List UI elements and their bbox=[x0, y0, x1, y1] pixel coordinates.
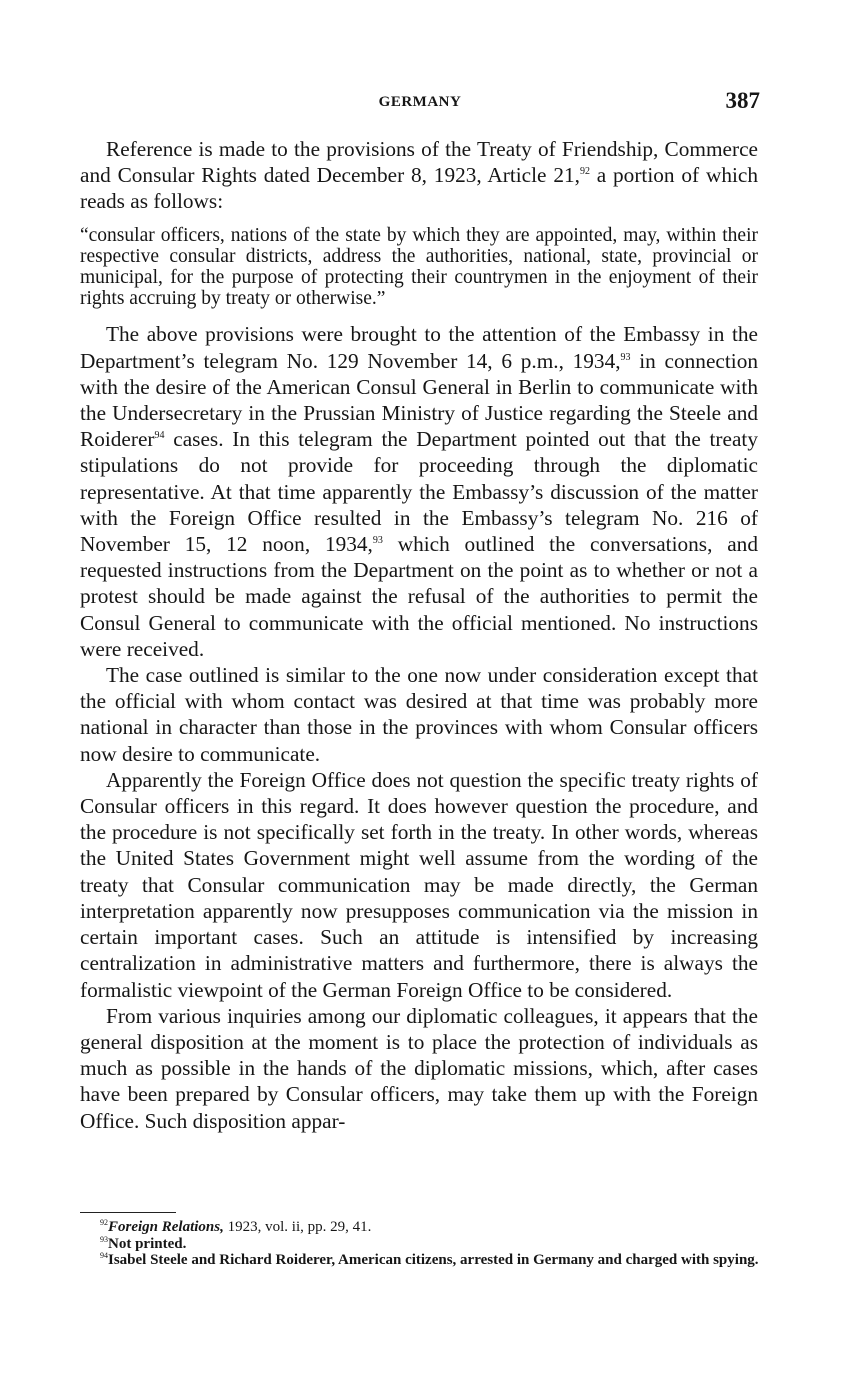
paragraph-3: The case outlined is similar to the one now under consideration except that the official with whom contact was desired at that time was probably more national in character than those in the provinces with whom Consular officers now desire to communicate. bbox=[80, 663, 758, 766]
footnote-mark: 92 bbox=[100, 1218, 108, 1227]
footnote-93 bbox=[80, 1236, 760, 1253]
paragraph-5: From various inquiries among our diplomatic colleagues, it appears that the general disposition at the moment is to place the protection of individuals as much as possible in the hands of the diplomatic missions, which, after cases have been prepared by Consular officers, may take them up with the Foreign Office. Such disposition appar- bbox=[80, 1003, 758, 1133]
footnote-text: 1923, vol. ii, pp. 29, 41. bbox=[223, 1219, 372, 1235]
footnote-mark: 93 bbox=[100, 1234, 108, 1244]
paragraph-1-text-b: a portion of which reads as follows: bbox=[80, 163, 758, 214]
footnote-ref-92: 92 bbox=[579, 166, 590, 178]
footnote-ref-94: 94 bbox=[154, 430, 165, 442]
running-head bbox=[80, 88, 760, 118]
paragraph-2 bbox=[80, 321, 758, 662]
paragraph-1 bbox=[80, 136, 758, 215]
paragraph-2-text-b: in connection with the desire of the American Consul General in Berlin to communicate with the Undersecretary in the Prussian Ministry of Justice regarding the Steele and Roiderer bbox=[80, 348, 758, 452]
footnotes bbox=[80, 1219, 760, 1269]
paragraph-4: Apparently the Foreign Office does not question the specific treaty rights of Consular officers in this regard. It does however question the procedure, and the procedure is not specifically set forth in the treaty. In other words, whereas the United States Government might well assume from the wording of the treaty that Consular communication may be made directly, the German interpretation apparently now presupposes communication via the mission in certain important cases. Such an attitude is intensified by increasing centralization in administrative matters and furthermore, there is always the formalistic viewpoint of the German Foreign Office to be considered. bbox=[80, 767, 758, 1002]
footnote-rule bbox=[80, 1212, 176, 1213]
running-title: GERMANY bbox=[378, 94, 462, 110]
paragraph-2-text-d: which outlined the conversations, and requested instructions from the Department on the point as to whether or not a protest should be made against the refusal of the authorities to permit the Consul General to communicate with the official mentioned. No instructions were received. bbox=[80, 532, 758, 661]
footnote-ref-93-second: 93 bbox=[372, 535, 383, 547]
footnote-italic-source: Foreign Relations, bbox=[108, 1219, 224, 1235]
footnote-text: Isabel Steele and Richard Roiderer, American citizens, arrested in Germany and charged with spying. bbox=[108, 1252, 759, 1268]
paragraph-2-text-a: The above provisions were brought to the attention of the Embassy in the Department’s telegram No. 129 November 14, 6 p.m., 1934, bbox=[80, 322, 758, 373]
paragraph-2-text-c: cases. In this telegram the Department pointed out that the treaty stipulations do not provide for proceeding through the diplomatic representative. At that time apparently the Embassy’s discussion of the matter with the Foreign Office resulted in the Embassy’s telegram No. 216 of November 15, 12 noon, 1934, bbox=[80, 427, 758, 557]
footnote-mark: 94 bbox=[100, 1251, 108, 1260]
paragraph-1-text-a: Reference is made to the provisions of the Treaty of Friendship, Commerce and Consular Rights dated December 8, 1923, Article 21, bbox=[80, 137, 758, 188]
footnote-92 bbox=[80, 1219, 760, 1236]
footnote-text: Not printed. bbox=[108, 1235, 187, 1252]
treaty-quote: “consular officers, nations of the state by which they are appointed, may, within their respective consular districts, address the authorities, national, state, provincial or municipal, for the purpose of protecting their countrymen in the enjoyment of their rights accruing by treaty or otherwise.” bbox=[80, 224, 758, 310]
body-text bbox=[80, 136, 758, 1134]
footnote-94 bbox=[80, 1252, 760, 1269]
footnote-ref-93: 93 bbox=[620, 351, 631, 363]
page-number: 387 bbox=[725, 88, 760, 113]
